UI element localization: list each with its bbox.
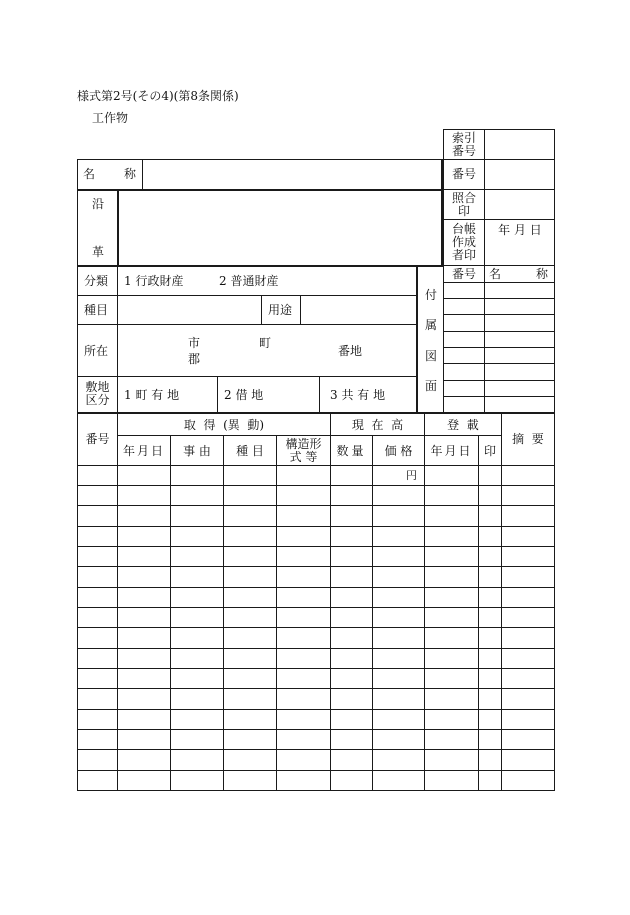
form-number: 様式第2号(その4)(第8条関係) (77, 89, 239, 103)
ledger-acq-reason-header: 事 由 (183, 444, 211, 458)
ledger-cur-price-header: 価 格 (384, 444, 413, 458)
attached-col-name-2: 称 (536, 267, 549, 281)
location-lot: 番地 (338, 344, 363, 358)
ledger-cur-quantity-header: 数量 (336, 444, 367, 458)
creation-date: 年 月 日 (498, 223, 542, 237)
site-option-town-owned: 1 町 有 地 (124, 388, 180, 402)
name-label-2: 称 (124, 167, 137, 181)
attached-label-2: 属 (425, 318, 438, 332)
use-label: 用途 (268, 303, 293, 317)
site-option-shared: 3 共 有 地 (330, 388, 386, 402)
ledger-yen-unit: 円 (406, 469, 417, 482)
location-county: 郡 (188, 352, 201, 366)
index-number-label: 索引 番号 (451, 131, 476, 158)
name-label-1: 名 (83, 167, 96, 181)
ledger-reg-date-header: 年月日 (430, 444, 473, 458)
ledger-remarks-header: 摘 要 (512, 432, 544, 446)
attached-label-3: 図 (425, 349, 438, 363)
ledger-acquisition-header: 取 得 (異 動) (183, 418, 265, 432)
classification-label: 分類 (84, 274, 109, 288)
location-city: 市 (188, 336, 201, 350)
form-category: 工作物 (92, 111, 129, 125)
location-label: 所在 (84, 344, 109, 358)
kind-label: 種目 (84, 303, 109, 317)
history-label-1: 沿 (92, 197, 105, 211)
ledger-acq-kind-header: 種 目 (236, 444, 264, 458)
classification-option-administrative: 1 行政財産 (124, 274, 184, 288)
check-seal-label: 照合 印 (451, 191, 476, 218)
location-town: 町 (259, 336, 272, 350)
ledger-current-header: 現 在 高 (351, 418, 404, 432)
attached-col-name-1: 名 (489, 267, 502, 281)
classification-option-general: 2 普通財産 (219, 274, 279, 288)
ledger-registration-header: 登 載 (447, 418, 479, 432)
site-option-leased: 2 借 地 (224, 388, 264, 402)
ledger-acq-structure-header: 構造形 式 等 (285, 437, 322, 464)
ledger-number-header: 番号 (85, 432, 110, 446)
ledger-reg-seal-header: 印 (483, 444, 496, 458)
ledger-acq-date-header: 年月日 (122, 444, 165, 458)
attached-label-1: 付 (425, 288, 438, 302)
attached-label-4: 面 (425, 379, 438, 393)
site-type-label: 敷地 区分 (85, 380, 110, 407)
history-label-2: 革 (92, 245, 105, 259)
attached-col-number: 番号 (451, 267, 476, 281)
number-label: 番号 (451, 167, 476, 181)
ledger-creator-seal-label: 台帳 作成 者印 (451, 222, 476, 262)
